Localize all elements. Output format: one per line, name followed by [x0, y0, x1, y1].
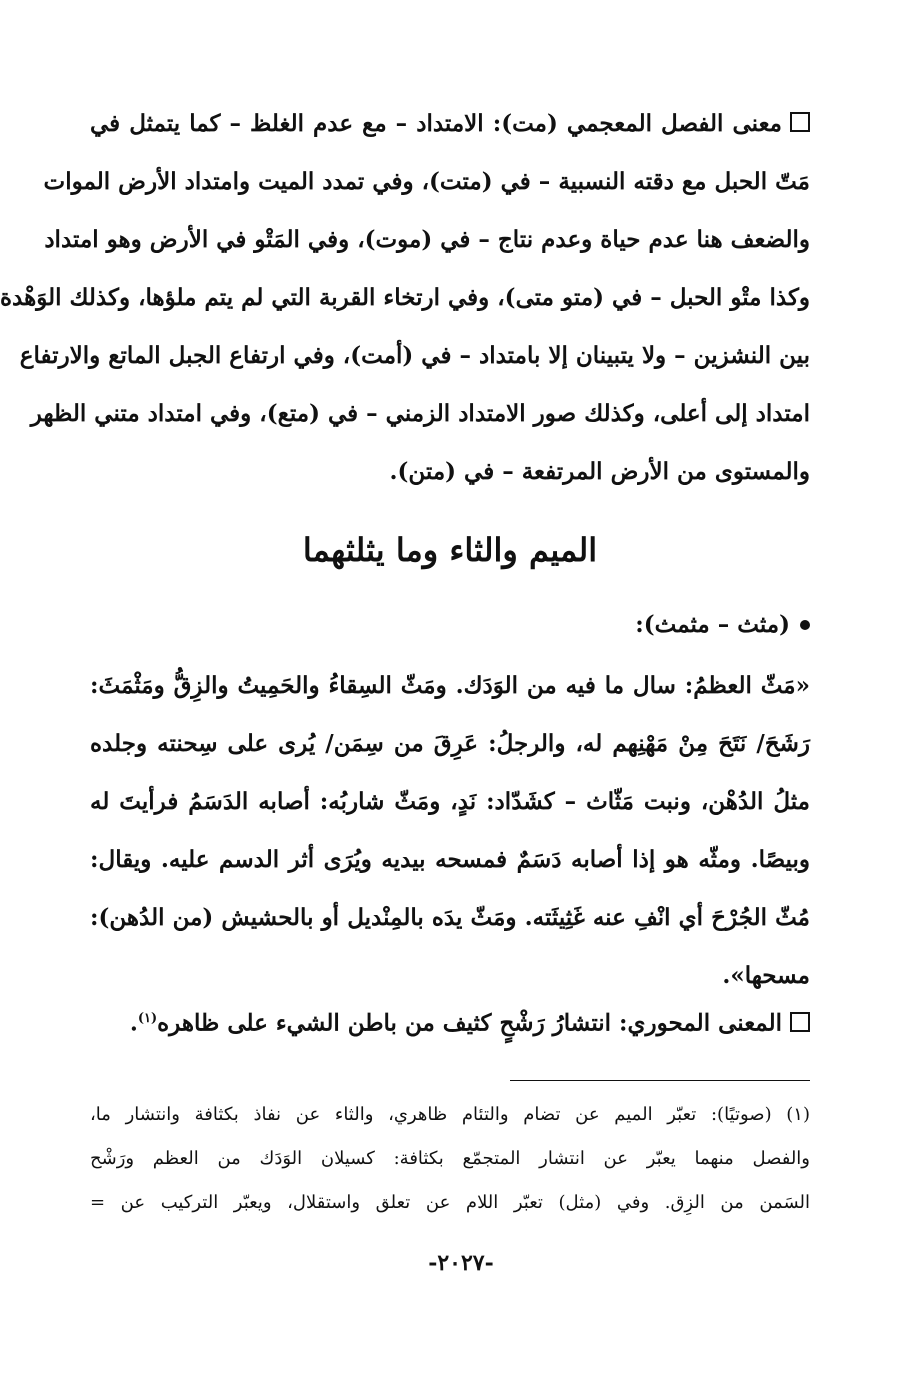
- text-line: وكذا متْو الحبل – في (متو متى)، وفي ارتخاء القربة التي لم يتم ملؤها، وكذلك الوَهْدة: [0, 284, 810, 311]
- footnote-line: السَمن من الزِق. وفي (مثل) تعبّر اللام عن تعلق واستقلال، ويعبّر التركيب عن =: [90, 1192, 810, 1213]
- footnote-divider: [510, 1080, 810, 1081]
- square-marker-icon: [790, 1012, 810, 1032]
- footnote: [90, 1093, 810, 1225]
- text-line: مسحها».: [722, 962, 810, 989]
- footnote-line: والفصل منهما يعبّر عن انتشار المتجمّع بكثافة: كسيلان الوَدَك من العظم ورَشْح: [90, 1148, 810, 1169]
- footnote-line: (١) (صوتيًا): تعبّر الميم عن تضام والتئام ظاهري، والثاء عن نفاذ بكثافة وانتشار ما،: [90, 1104, 810, 1125]
- text-line: معنى الفصل المعجمي (مت): الامتداد – مع عدم الغلظ – كما يتمثل في: [90, 95, 810, 153]
- section-heading: الميم والثاء وما يثلثهما: [302, 531, 598, 569]
- text-line: مُثّ الجُرْحَ أي انْفِ عنه غَثِيثَته. ومَثّ يدَه بالمِنْديل أو بالحشيش (من الدُهن):: [90, 904, 810, 931]
- text-line: والضعف هنا عدم حياة وعدم نتاج – في (موت)، وفي المَتْو في الأرض وهو امتداد: [44, 226, 810, 253]
- text-line: والمستوى من الأرض المرتفعة – في (متن).: [389, 458, 810, 485]
- text-line: (مثث – مثمث):: [90, 596, 810, 654]
- axial-meaning: [90, 990, 810, 1048]
- square-marker-icon: [790, 112, 810, 132]
- bullet-icon: [800, 620, 810, 630]
- text-line: مثلُ الدُهْن، ونبت مَثّاث – كشَدّاد: نَدٍ، ومَثّ شاربُه: أصابه الدَسَمُ فرأيتَ له: [90, 788, 810, 815]
- entry-label: [90, 596, 810, 654]
- text-line: رَشَحَ/ نَتَحَ مِنْ مَهْنِهم له، والرجلُ: عَرِقَ من سِمَن/ يُرى على سِحنته وجلده: [90, 730, 810, 757]
- text-line: مَتّ الحبل مع دقته النسبية – في (متت)، وفي تمدد الميت وامتداد الأرض الموات: [43, 168, 810, 195]
- text-line: «مَثّ العظمُ: سال ما فيه من الوَدَك. ومَثّ السِقاءُ والحَمِيتُ والزِقُّ ومَثْمَثَ:: [90, 672, 810, 699]
- paragraph-fasl-mujami: [0, 95, 810, 501]
- footnote-ref: (١): [137, 1011, 158, 1026]
- text-line: بين النشزين – ولا يتبينان إلا بامتداد – في (أمت)، وفي ارتفاع الجبل الماتع والارتفاع: [19, 342, 810, 369]
- text-line: المعنى المحوري: انتشارُ رَشْحٍ كثيف من باطن الشيء على ظاهره$^{(١)}$.: [90, 990, 810, 1048]
- page-number: -٢٠٢٧-: [428, 1250, 494, 1276]
- text-line: امتداد إلى أعلى، وكذلك صور الامتداد الزمني – في (متع)، وفي امتداد متني الظهر: [30, 400, 810, 427]
- text-line: وبيصًا. ومثّه هو إذا أصابه دَسَمٌ فمسحه بيديه ويُرَى أثر الدسم عليه. ويقال:: [90, 846, 810, 873]
- dictionary-quote: [90, 657, 810, 1005]
